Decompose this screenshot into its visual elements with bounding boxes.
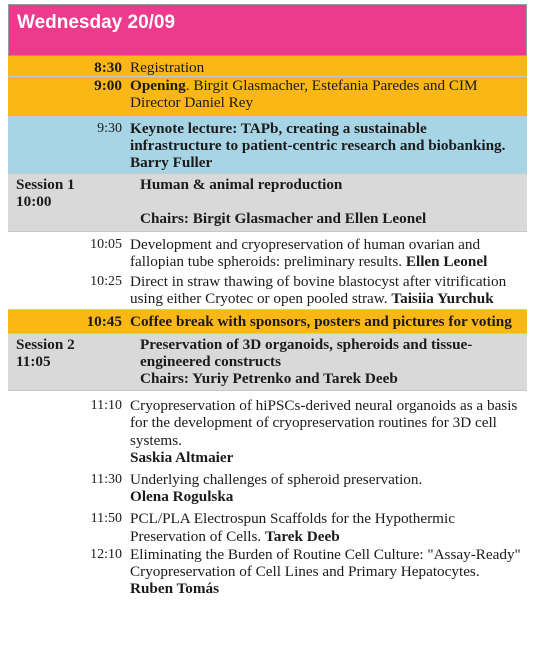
session-title: Human & animal reproduction (140, 176, 343, 194)
session-heading (140, 336, 527, 388)
session-text: Registration (130, 59, 205, 76)
talk-title: Underlying challenges of spheroid preservation. (130, 471, 423, 489)
session-text (130, 77, 527, 111)
session-title: Preservation of 3D organoids, spheroids and tissue-engineered constructs (140, 335, 473, 370)
talk-title: Cryopreservation of hiPSCs-derived neural organoids as a basis for the development of cryopreservation routines for 3D cell systems. (130, 397, 518, 449)
talk-speaker: Taisiia Yurchuk (391, 290, 494, 308)
talk-speaker: Saskia Altmaier (130, 448, 234, 466)
opening-row (8, 77, 527, 116)
session-heading (140, 176, 527, 227)
talk-text (130, 236, 527, 270)
day-header (8, 4, 527, 56)
session-label (8, 336, 140, 388)
keynote-row (8, 117, 527, 175)
time-label: 10:05 (90, 236, 122, 252)
day-title: Wednesday 20/09 (17, 12, 176, 33)
time-label: 8:30 (94, 59, 122, 76)
talk-row (8, 270, 527, 310)
time-label: 10:25 (90, 274, 122, 290)
talk-text (130, 397, 527, 466)
opening-label: Opening (130, 77, 186, 95)
talk-speaker: Ellen Leonel (405, 252, 488, 270)
talk-speaker: Ruben Tomás (130, 580, 220, 598)
time-label: 10:45 (86, 313, 122, 331)
session-label (8, 176, 140, 227)
time-label: 11:50 (90, 511, 122, 527)
coffee-break-row (8, 310, 527, 333)
talk-title: PCL/PLA Electrospun Scaffolds for the Hypothermic Preservation of Cells. (130, 510, 455, 545)
session-time: 10:00 (16, 193, 52, 211)
talk-text (130, 471, 527, 505)
schedule-table (8, 4, 527, 597)
talk-title: Development and cryopreservation of human ovarian and fallopian tube spheroids: preliminary results. (130, 235, 481, 270)
keynote-text: Keynote lecture: TAPb, creating a sustainable infrastructure to patient-centric research and biobanking. Barry Fuller (130, 119, 506, 172)
talk-row (8, 545, 527, 598)
session-chairs: Chairs: Birgit Glasmacher and Ellen Leonel (140, 210, 427, 228)
talk-row (8, 391, 527, 466)
talk-text (130, 273, 527, 307)
time-label: 11:10 (90, 398, 122, 414)
talk-text (130, 546, 527, 598)
talk-title: Eliminating the Burden of Routine Cell Culture: "Assay-Ready" Cryopreservation of Cell Lines and Primary Hepatocytes. (130, 545, 521, 581)
session-1-row (8, 174, 527, 231)
coffee-text: Coffee break with sponsors, posters and pictures for voting (130, 313, 512, 331)
time-label: 11:30 (90, 472, 122, 488)
talk-speaker: Olena Rogulska (130, 488, 234, 506)
session-2-row (8, 334, 527, 392)
registration-row (8, 56, 527, 77)
time-label: 9:30 (97, 120, 122, 136)
talk-row (8, 505, 527, 544)
talk-speaker: Tarek Deeb (264, 527, 340, 545)
session-number: Session 1 (16, 176, 75, 194)
time-label: 9:00 (94, 77, 122, 95)
talk-title: Direct in straw thawing of bovine blastocyst after vitrification using either Cryotec or open pooled straw. (130, 273, 507, 308)
time-label: 12:10 (90, 546, 122, 562)
talk-text (130, 510, 527, 544)
session-time: 11:05 (16, 352, 51, 370)
talk-row (8, 232, 527, 270)
session-number: Session 2 (16, 335, 75, 353)
opening-names: . Birgit Glasmacher, Estefania Paredes and CIM Director Daniel Rey (130, 77, 478, 112)
session-chairs: Chairs: Yuriy Petrenko and Tarek Deeb (140, 370, 398, 388)
talk-row (8, 466, 527, 505)
